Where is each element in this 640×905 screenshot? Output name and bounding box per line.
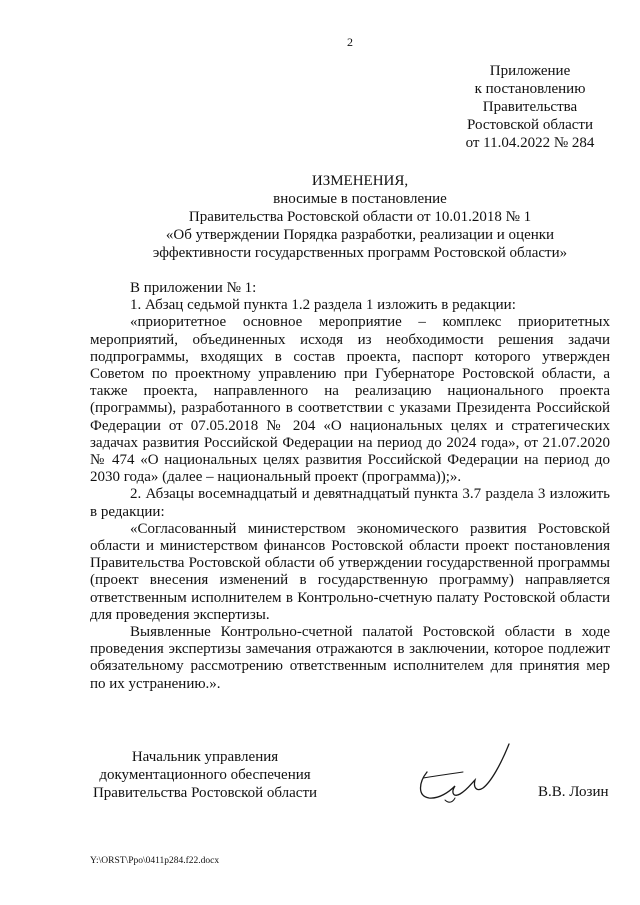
appendix-line: к постановлению bbox=[474, 81, 586, 97]
title-line: «Об утверждении Порядка разработки, реализации и оценки bbox=[165, 227, 555, 243]
signatory-title bbox=[85, 748, 325, 802]
file-path-footer: Y:\ORST\Ppo\0411p284.f22.docx bbox=[90, 856, 220, 866]
appendix-line: Приложение bbox=[489, 63, 571, 79]
title-line: вносимые в постановление bbox=[273, 191, 447, 207]
signatory-name: В.В. Лозин bbox=[538, 784, 609, 800]
handwritten-signature bbox=[405, 738, 515, 808]
body-paragraph: В приложении № 1: bbox=[130, 280, 257, 296]
document-title bbox=[80, 172, 640, 262]
title-heading: ИЗМЕНЕНИЯ, bbox=[311, 173, 409, 189]
title-line: эффективности государственных программ Ростовской области» bbox=[152, 245, 568, 261]
title-line: Правительства Ростовской области от 10.01.2018 № 1 bbox=[188, 209, 532, 225]
document-body bbox=[90, 280, 610, 693]
appendix-block bbox=[430, 62, 630, 152]
body-paragraph: 2. Абзацы восемнадцатый и девятнадцатый пункта 3.7 раздела 3 изложить в редакции: bbox=[90, 486, 610, 520]
body-paragraph: Выявленные Контрольно-счетной палатой Ростовской области в ходе проведения экспертизы замечания отражаются в заключении, которое подлежит обязательному рассмотрению ответственным исполнителем для принятия мер по их устранению.». bbox=[90, 624, 610, 692]
signatory-title-line: Правительства Ростовской области bbox=[92, 785, 318, 801]
page-number: 2 bbox=[347, 35, 353, 49]
body-paragraph: «приоритетное основное мероприятие – комплекс приоритетных мероприятий, объединенных исходя из необходимости решения задачи подпрограммы, входящих в состав проекта, паспорт которого утвержден Советом по проектному управлению при Губернаторе Ростовской области, а также проекта, направленного на реализацию национального проекта (программы), разработанного в соответствии с указами Президента Российской Федерации от 07.05.2018 № 204 «О национальных целях и стратегических задачах развития Российской Федерации на период до 2024 года», от 21.07.2020 № 474 «О национальных целях развития Российской Федерации на период до 2030 года» (далее – национальный проект (программа));». bbox=[90, 314, 610, 486]
appendix-line: Ростовской области bbox=[467, 117, 593, 133]
body-paragraph: 1. Абзац седьмой пункта 1.2 раздела 1 изложить в редакции: bbox=[130, 297, 516, 314]
appendix-line: Правительства bbox=[482, 99, 578, 115]
signatory-title-line: Начальник управления bbox=[131, 749, 279, 765]
signatory-title-line: документационного обеспечения bbox=[99, 767, 311, 783]
body-paragraph: «Согласованный министерством экономического развития Ростовской области и министерством финансов Ростовской области проект постановления Правительства Ростовской области об утверждении государственной программы (проект внесения изменений в государственную программу) направляется ответственным исполнителем в Контрольно-счетную палату Ростовской области для проведения экспертизы. bbox=[90, 520, 610, 623]
appendix-line: от 11.04.2022 № 284 bbox=[465, 135, 595, 151]
